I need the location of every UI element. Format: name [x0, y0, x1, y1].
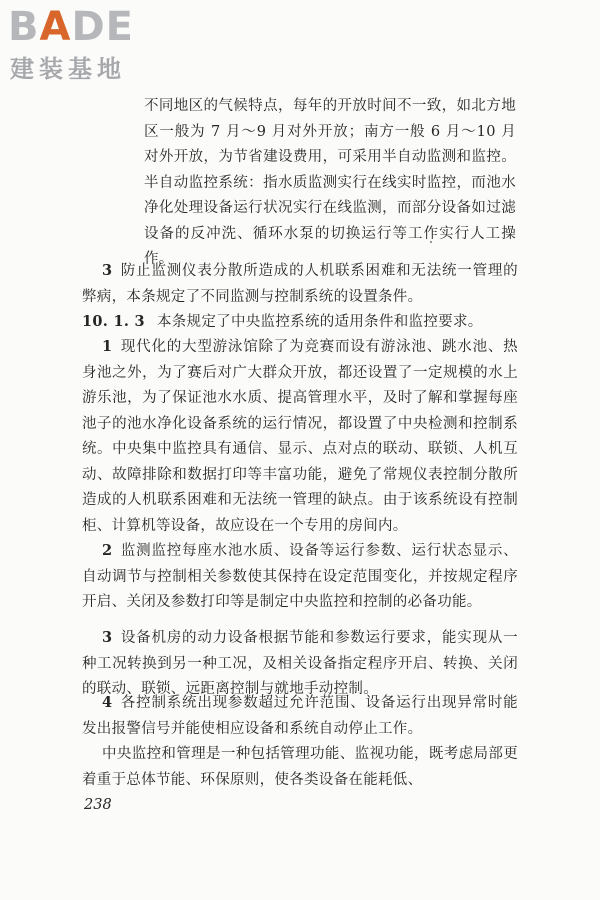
- item-number: 1: [102, 338, 113, 355]
- paragraph-text: 监测监控每座水池水质、设备等运行参数、运行状态显示、自动调节与控制相关参数使其保持在设定范围变化，并按规定程序开启、关闭及参数打印等是制定中央监控和控制的必备功能。: [82, 543, 518, 610]
- bade-logo: [8, 4, 178, 86]
- logo-wordmark: BADE: [8, 4, 134, 50]
- paragraph-item-2-monitoring-functions: [82, 538, 518, 616]
- item-number: 3: [102, 629, 113, 646]
- paragraph-item-4-alarm: [82, 690, 518, 742]
- page-number: 238: [84, 797, 112, 813]
- paragraph-climate-continuation: 不同地区的气候特点，每年的开放时间不一致，如北方地区一般为 7 月～9 月对外开放；南方一般 6 月～10 月对外开放，为节省建设费用，可采用半自动监测和监控。半自动监控系统：指水质监测实行在线实时监控，而池水净化处理设备运行状况实行在线监测，而部分设备如过滤设备的反冲洗、循环水泵的切换运行等工作实行人工操作。: [144, 98, 516, 267]
- paragraph-text: 本条规定了中央监控系统的适用条件和监控要求。: [156, 314, 483, 330]
- paragraph-item-1-central-control: [82, 334, 518, 539]
- paragraph-text: 设备机房的动力设备根据节能和参数运行要求，能实现从一种工况转换到另一种工况，及相关设备指定程序开启、转换、关闭的联动、联锁、远距离控制与就地手动控制。: [82, 630, 518, 697]
- item-number: 2: [102, 542, 113, 559]
- paragraph-text: 现代化的大型游泳馆除了为竞赛而设有游泳池、跳水池、热身池之外，为了赛后对广大群众开放，都还设置了一定规模的水上游乐池，为了保证池水水质、提高管理水平，及时了解和掌握每座池子的池水净化设备系统的运行情况，都设置了中央检测和控制系统。中央集中监控具有通信、显示、点对点的联动、联锁、人机互动、故障排除和数据打印等丰富功能，避免了常规仪表控制分散所造成的人机联系困难和无法统一管理的缺点。由于该系统设有控制柜、计算机等设备，故应设在一个专用的房间内。: [82, 339, 518, 534]
- paragraph-text: 防止监测仪表分散所造成的人机联系困难和无法统一管理的弊病，本条规定了不同监测与控制系统的设置条件。: [82, 263, 518, 305]
- item-number: 3: [102, 262, 113, 279]
- paragraph-central-management: 中央监控和管理是一种包括管理功能、监视功能，既考虑局部更着重于总体节能、环保原则，使各类设备在能耗低、: [82, 746, 518, 788]
- clause-number: 10. 1. 3: [82, 313, 145, 330]
- paragraph-item-3-monitoring: [82, 258, 518, 310]
- paragraph-text: 各控制系统出现参数超过允许范围、设备运行出现异常时能发出报警信号并能使相应设备和系统自动停止工作。: [82, 695, 518, 737]
- logo-subtitle: 建装基地: [10, 55, 126, 83]
- item-number: 4: [102, 694, 113, 711]
- clause-10-1-3: [82, 309, 518, 336]
- scan-speck: [430, 241, 432, 243]
